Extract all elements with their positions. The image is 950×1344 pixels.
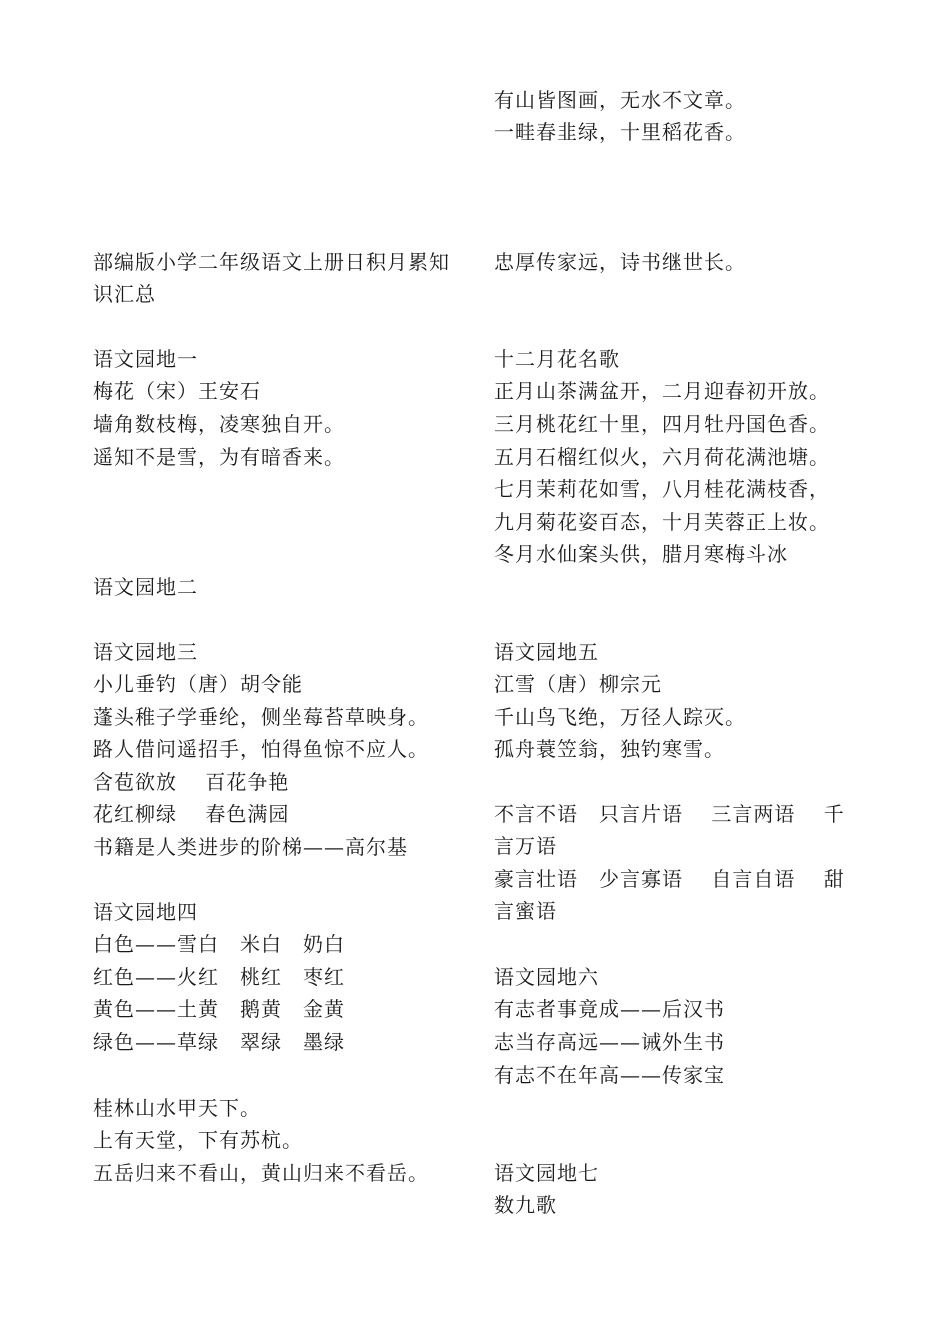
song-line: 七月茉莉花如雪，八月桂花满枝香， xyxy=(494,477,830,501)
section-heading-5: 语文园地五 xyxy=(494,640,599,664)
saying-line: 有山皆图画，无水不文章。 xyxy=(494,88,746,112)
phrase-line: 含苞欲放 百花争艳 xyxy=(93,770,290,794)
quote-line: 志当存高远——诫外生书 xyxy=(494,1030,725,1054)
song-line: 五月石榴红似火，六月荷花满池塘。 xyxy=(494,445,830,469)
quote-line: 有志者事竟成——后汉书 xyxy=(494,997,725,1021)
poem-line: 墙角数枝梅，凌寒独自开。 xyxy=(93,412,345,436)
poem-title-jiangxue: 江雪（唐）柳宗元 xyxy=(494,672,662,696)
saying-line: 上有天堂，下有苏杭。 xyxy=(93,1128,303,1152)
color-words-white: 白色——雪白 米白 奶白 xyxy=(93,932,345,956)
idiom-words: 豪言壮语 少言寡语 自言自语 甜言蜜语 xyxy=(494,867,845,923)
song-title-shujiuge: 数九歌 xyxy=(494,1193,557,1217)
poem-title-xiaoer-chuidiao: 小儿垂钓（唐）胡令能 xyxy=(93,672,303,696)
poem-line: 千山鸟飞绝，万径人踪灭。 xyxy=(494,705,746,729)
saying-line: 忠厚传家远，诗书继世长。 xyxy=(494,250,746,274)
section-heading-7: 语文园地七 xyxy=(494,1161,599,1185)
saying-line: 一畦春韭绿，十里稻花香。 xyxy=(494,120,746,144)
color-words-green: 绿色——草绿 翠绿 墨绿 xyxy=(93,1030,345,1054)
saying-line: 桂林山水甲天下。 xyxy=(93,1096,261,1120)
song-title-twelve-months: 十二月花名歌 xyxy=(494,347,620,371)
section-heading-1: 语文园地一 xyxy=(93,347,198,371)
section-heading-6: 语文园地六 xyxy=(494,965,599,989)
poem-line: 遥知不是雪，为有暗香来。 xyxy=(93,445,345,469)
quote-line: 书籍是人类进步的阶梯——高尔基 xyxy=(93,835,408,859)
color-words-red: 红色——火红 桃红 枣红 xyxy=(93,965,345,989)
poem-title-meihua: 梅花（宋）王安石 xyxy=(93,379,261,403)
song-line: 九月菊花姿百态，十月芙蓉正上妆。 xyxy=(494,510,830,534)
phrase-line: 花红柳绿 春色满园 xyxy=(93,802,290,826)
idiom-words: 不言不语 只言片语 三言两语 千言万语 xyxy=(494,802,845,858)
poem-line: 路人借问遥招手，怕得鱼惊不应人。 xyxy=(93,737,429,761)
song-line: 正月山茶满盆开，二月迎春初开放。 xyxy=(494,379,830,403)
saying-line: 五岳归来不看山，黄山归来不看岳。 xyxy=(93,1161,429,1185)
poem-line: 蓬头稚子学垂纶，侧坐莓苔草映身。 xyxy=(93,705,429,729)
poem-line: 孤舟蓑笠翁，独钓寒雪。 xyxy=(494,737,725,761)
quote-line: 有志不在年高——传家宝 xyxy=(494,1063,725,1087)
song-line: 冬月水仙案头供，腊月寒梅斗冰 xyxy=(494,542,788,566)
section-heading-2: 语文园地二 xyxy=(93,575,198,599)
song-line: 三月桃花红十里，四月牡丹国色香。 xyxy=(494,412,830,436)
section-heading-3: 语文园地三 xyxy=(93,640,198,664)
document-title: 部编版小学二年级语文上册日积月累知识汇总 xyxy=(93,250,450,306)
section-heading-4: 语文园地四 xyxy=(93,900,198,924)
color-words-yellow: 黄色——土黄 鹅黄 金黄 xyxy=(93,997,345,1021)
